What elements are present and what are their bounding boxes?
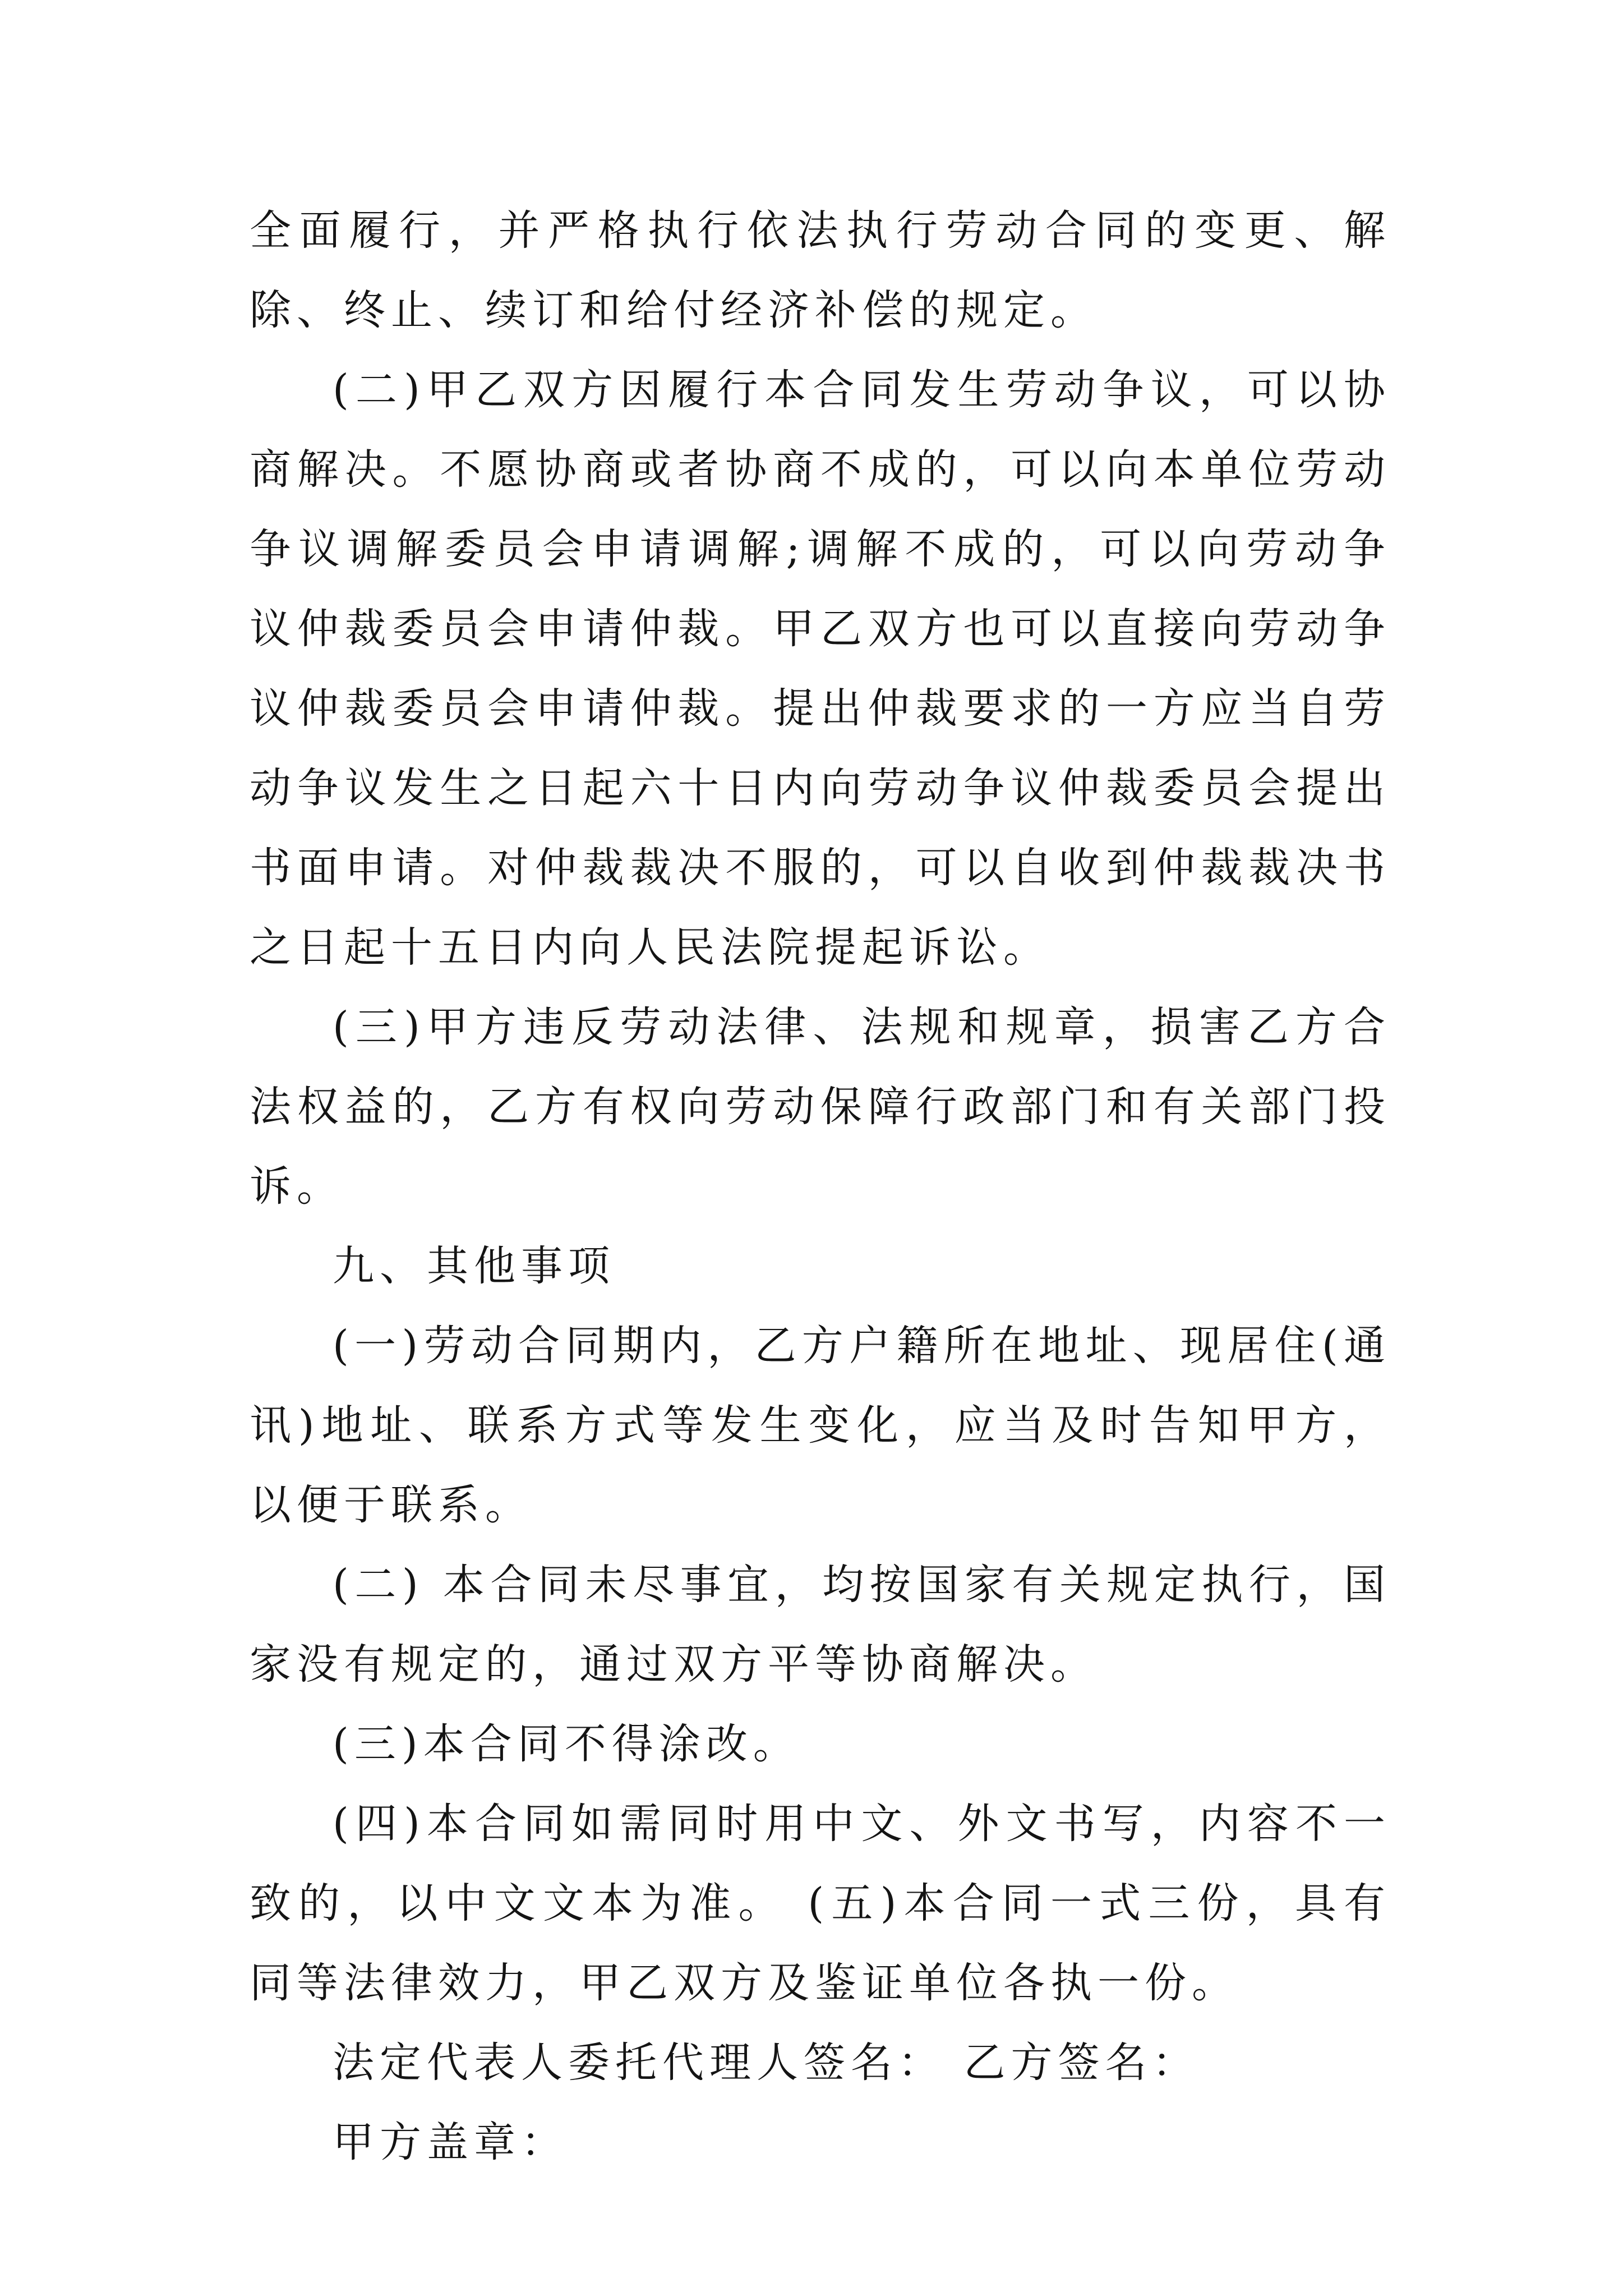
section-heading-other-matters: 九、其他事项 bbox=[333, 1242, 615, 1290]
signature-line: 法定代表人委托代理人签名： 乙方签名： bbox=[333, 2039, 1200, 2087]
seal-line: 甲方盖章： bbox=[333, 2118, 568, 2166]
paragraph-complaint: (三)甲方违反劳动法律、法规和规章，损害乙方合法权益的，乙方有权向劳动保障行政部门和有关部门投诉。 bbox=[250, 1003, 1391, 1211]
paragraph-no-alteration: (三)本合同不得涂改。 bbox=[333, 1720, 800, 1768]
paragraph-performance: 全面履行，并严格执行依法执行劳动合同的变更、解除、终止、续订和给付经济补偿的规定。 bbox=[250, 206, 1391, 334]
paragraph-unresolved-matters: (二) 本合同未尽事宜，均按国家有关规定执行，国家没有规定的，通过双方平等协商解决。 bbox=[250, 1561, 1391, 1688]
paragraph-contact-change: (一)劳动合同期内，乙方户籍所在地址、现居住(通讯)地址、联系方式等发生变化，应当及时告知甲方，以便于联系。 bbox=[250, 1322, 1391, 1529]
paragraph-dispute-resolution: (二)甲乙双方因履行本合同发生劳动争议，可以协商解决。不愿协商或者协商不成的，可以向本单位劳动争议调解委员会申请调解;调解不成的，可以向劳动争议仲裁委员会申请仲裁。甲乙双方也可以直接向劳动争议仲裁委员会申请仲裁。提出仲裁要求的一方应当自劳动争议发生之日起六十日内向劳动争议仲裁委员会提出书面申请。对仲裁裁决不服的，可以自收到仲裁裁决书之日起十五日内向人民法院提起诉讼。 bbox=[250, 366, 1391, 972]
paragraph-language-copies: (四)本合同如需同时用中文、外文书写，内容不一致的，以中文文本为准。 (五)本合同一式三份，具有同等法律效力，甲乙双方及鉴证单位各执一份。 bbox=[250, 1800, 1391, 2007]
contract-body bbox=[250, 191, 1391, 2182]
